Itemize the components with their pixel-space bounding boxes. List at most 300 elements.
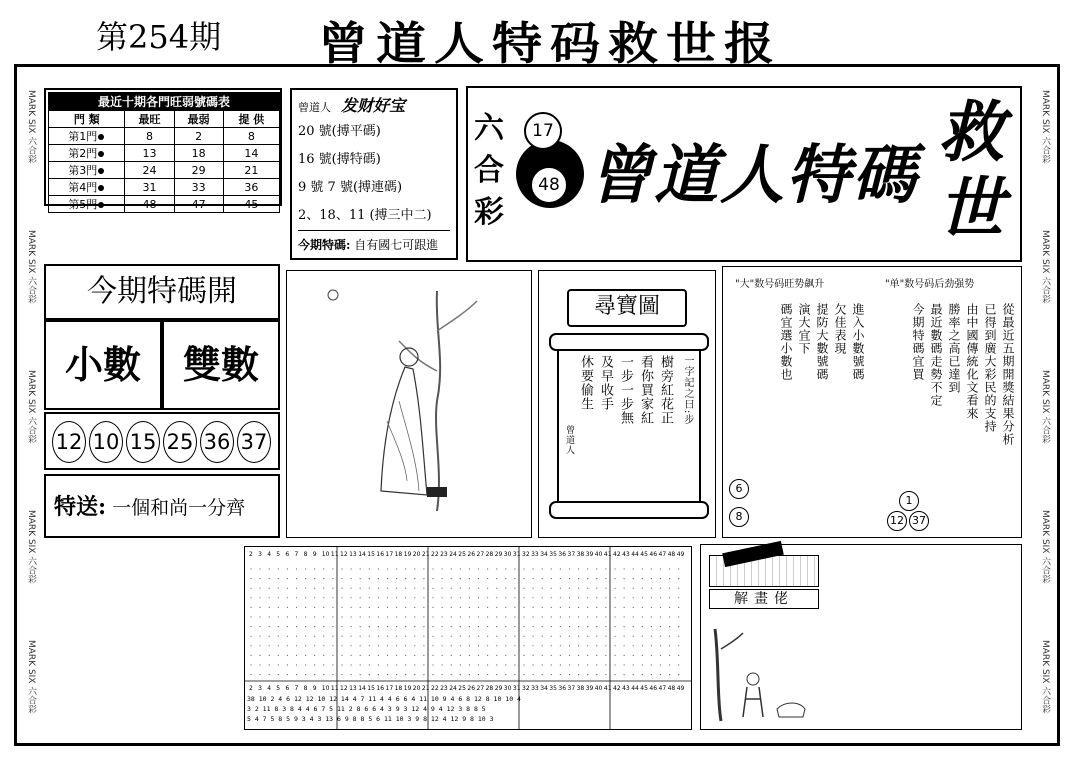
chart-grid-dot	[351, 607, 352, 608]
chart-grid-dot	[551, 616, 552, 617]
chart-grid-dot	[360, 664, 361, 665]
chart-number-bottom: 19	[403, 685, 412, 692]
chart-grid-dot	[396, 664, 397, 665]
commentary-box	[700, 544, 1022, 730]
chart-grid-dot	[542, 636, 543, 637]
chart-number-top: 36	[558, 551, 567, 558]
chart-grid-dot	[596, 616, 597, 617]
chart-number-bottom: 32	[522, 685, 530, 692]
chart-grid-dot	[332, 578, 333, 579]
chart-grid-dot	[396, 597, 397, 598]
table-row	[49, 162, 280, 179]
chart-grid-dot	[269, 626, 270, 627]
chart-grid-dot	[314, 664, 315, 665]
chart-number-bottom: 8	[303, 685, 308, 692]
chart-grid-dot	[669, 636, 670, 637]
chart-grid-dot	[332, 674, 333, 675]
chart-grid-dot	[305, 664, 306, 665]
number-ball: 15	[126, 421, 160, 463]
chart-grid-dot	[478, 597, 479, 598]
chart-grid-dot	[269, 674, 270, 675]
chart-number-bottom: 45	[640, 685, 648, 692]
chart-grid-dot	[414, 588, 415, 589]
chart-grid-dot	[351, 578, 352, 579]
chart-grid-dot	[596, 588, 597, 589]
chart-grid-dot	[351, 616, 352, 617]
chart-grid-dot	[660, 674, 661, 675]
number-ball: 12	[52, 421, 86, 463]
chart-grid-dot	[287, 607, 288, 608]
chart-grid-dot	[542, 626, 543, 627]
chart-grid-dot	[487, 568, 488, 569]
chart-number-bottom: 3	[258, 685, 262, 692]
chart-number-bottom: 34	[540, 685, 548, 692]
chart-grid-dot	[323, 607, 324, 608]
chart-grid-dot	[278, 645, 279, 646]
chart-number-top: 38	[576, 551, 585, 558]
article-col: 欠佳表現	[833, 303, 847, 355]
chart-grid-dot	[587, 568, 588, 569]
chart-grid-dot	[651, 578, 652, 579]
side-label: MARK SIX 六合彩	[26, 90, 36, 164]
chart-grid-dot	[624, 636, 625, 637]
chart-grid-dot	[660, 568, 661, 569]
chart-number-top: 45	[640, 551, 648, 558]
provide-cell: 8	[223, 128, 279, 145]
chart-grid-dot	[378, 674, 379, 675]
banner-title: 曾道人特碼	[588, 138, 918, 213]
chart-grid-dot	[323, 616, 324, 617]
chart-grid-dot	[351, 655, 352, 656]
chart-grid-dot	[523, 626, 524, 627]
chart-number-top: 35	[549, 551, 557, 558]
chart-grid-dot	[369, 607, 370, 608]
article-ball: 12	[887, 511, 907, 531]
masthead-title: 曾道人特码救世报	[318, 16, 782, 70]
chart-grid-dot	[587, 636, 588, 637]
chart-number-top: 28	[485, 551, 494, 558]
chart-grid-dot	[332, 607, 333, 608]
chart-grid-dot	[305, 578, 306, 579]
chart-grid-dot	[660, 597, 661, 598]
chart-grid-dot	[578, 588, 579, 589]
chart-number-bottom: 28	[485, 685, 494, 692]
chart-grid-dot	[514, 645, 515, 646]
chart-grid-dot	[569, 597, 570, 598]
chart-grid-dot	[614, 588, 615, 589]
weak-cell: 33	[174, 179, 223, 196]
chart-grid-dot	[551, 636, 552, 637]
chart-grid-dot	[460, 626, 461, 627]
chart-number-top: 22	[431, 551, 439, 558]
chart-grid-dot	[624, 616, 625, 617]
door-label: 第3門	[68, 164, 98, 177]
chart-grid-dot	[523, 578, 524, 579]
chart-grid-dot	[614, 626, 615, 627]
chart-number-top: 8	[303, 551, 308, 558]
chart-grid-dot	[514, 674, 515, 675]
chart-grid-dot	[341, 568, 342, 569]
poem-col: 休要偷生	[578, 355, 593, 411]
tips-slogan: 发财好宝	[341, 96, 406, 115]
chart-grid-dot	[551, 597, 552, 598]
chart-grid-dot	[378, 607, 379, 608]
chart-grid-dot	[405, 664, 406, 665]
chart-grid-dot	[669, 626, 670, 627]
chart-grid-dot	[341, 664, 342, 665]
chart-grid-dot	[369, 674, 370, 675]
chart-number-top: 46	[649, 551, 658, 558]
chart-number-top: 18	[394, 551, 403, 558]
chart-grid-dot	[396, 578, 397, 579]
chart-number-bottom: 44	[631, 685, 639, 692]
chart-grid-dot	[314, 674, 315, 675]
chart-grid-dot	[496, 607, 497, 608]
chart-grid-dot	[633, 607, 634, 608]
chart-grid-dot	[642, 578, 643, 579]
chart-grid-dot	[560, 664, 561, 665]
chart-grid-dot	[323, 636, 324, 637]
special-label: 今期特碼:	[298, 238, 351, 252]
chart-grid-dot	[633, 674, 634, 675]
chart-grid-dot	[651, 588, 652, 589]
chart-grid-dot	[614, 597, 615, 598]
chart-grid-dot	[660, 626, 661, 627]
chart-grid-dot	[633, 597, 634, 598]
chart-grid-dot	[587, 645, 588, 646]
chart-grid-dot	[542, 655, 543, 656]
chart-grid-dot	[624, 626, 625, 627]
chart-grid-dot	[669, 674, 670, 675]
article-col: 演大宜下	[797, 303, 811, 355]
chart-grid-dot	[296, 588, 297, 589]
chart-grid-dot	[432, 636, 433, 637]
chart-grid-dot	[323, 588, 324, 589]
open-title: 今期特碼開	[44, 264, 280, 320]
chart-grid-dot	[523, 674, 524, 675]
chart-number-bottom: 24	[449, 685, 457, 692]
tip-line: 9 號 7 號(搏連碼)	[298, 180, 403, 195]
chart-grid-dot	[360, 597, 361, 598]
chart-grid-dot	[305, 626, 306, 627]
chart-grid-dot	[351, 664, 352, 665]
chart-grid-dot	[287, 636, 288, 637]
chart-grid-dot	[360, 568, 361, 569]
chart-grid-dot	[396, 568, 397, 569]
chart-grid-dot	[633, 568, 634, 569]
chart-grid-dot	[378, 597, 379, 598]
chart-grid-dot	[496, 578, 497, 579]
chart-number-bottom: 36	[558, 685, 567, 692]
chart-grid-dot	[578, 664, 579, 665]
chart-grid-dot	[360, 636, 361, 637]
chart-number-top: 40	[594, 551, 603, 558]
chart-grid-dot	[614, 645, 615, 646]
chart-grid-dot	[569, 664, 570, 665]
chart-grid-dot	[523, 636, 524, 637]
chart-grid-dot	[478, 664, 479, 665]
chart-grid-dot	[587, 616, 588, 617]
chart-grid-dot	[387, 674, 388, 675]
chart-grid-dot	[533, 626, 534, 627]
chart-grid-dot	[250, 645, 251, 646]
chart-grid-dot	[378, 588, 379, 589]
chart-grid-dot	[332, 645, 333, 646]
rank-table-box	[44, 88, 282, 211]
chart-grid-dot	[305, 568, 306, 569]
chart-grid-dot	[460, 655, 461, 656]
chart-grid-dot	[296, 616, 297, 617]
chart-grid-dot	[250, 636, 251, 637]
article-box	[722, 266, 1022, 538]
issue-number: 第254期	[96, 18, 222, 56]
chart-grid-dot	[405, 578, 406, 579]
strong-cell: 24	[125, 162, 174, 179]
chart-grid-dot	[533, 636, 534, 637]
chart-grid-dot	[487, 645, 488, 646]
chart-grid-dot	[505, 636, 506, 637]
chart-grid-dot	[633, 645, 634, 646]
chart-grid-dot	[560, 578, 561, 579]
chart-grid-dot	[523, 645, 524, 646]
chart-grid-dot	[360, 578, 361, 579]
side-label: MARK SIX 六合彩	[26, 640, 36, 714]
chart-grid-dot	[351, 636, 352, 637]
chart-number-top: 37	[567, 551, 576, 558]
chart-grid-dot	[651, 655, 652, 656]
provide-cell: 36	[223, 179, 279, 196]
chart-grid-dot	[633, 616, 634, 617]
chart-grid-dot	[578, 578, 579, 579]
chart-number-bottom: 39	[585, 685, 594, 692]
chart-grid-dot	[269, 588, 270, 589]
chart-number-top: 42	[613, 551, 621, 558]
chart-grid-dot	[260, 664, 261, 665]
chart-grid-dot	[341, 578, 342, 579]
chart-grid-dot	[469, 597, 470, 598]
chart-grid-dot	[405, 568, 406, 569]
chart-grid-dot	[341, 645, 342, 646]
article-col: 提防大數號碼	[815, 303, 829, 381]
chart-grid-dot	[405, 616, 406, 617]
chart-grid-dot	[442, 616, 443, 617]
chart-grid-dot	[405, 597, 406, 598]
chart-grid-dot	[487, 655, 488, 656]
chart-grid-dot	[287, 597, 288, 598]
chart-grid-dot	[396, 655, 397, 656]
chart-grid-dot	[523, 616, 524, 617]
chart-grid-dot	[523, 655, 524, 656]
chart-grid-dot	[378, 626, 379, 627]
chart-grid-dot	[314, 578, 315, 579]
chart-grid-dot	[460, 616, 461, 617]
chart-grid-dot	[523, 607, 524, 608]
chart-grid-dot	[442, 626, 443, 627]
chart-grid-dot	[542, 578, 543, 579]
chart-number-top: 6	[285, 551, 290, 558]
article-ball: 8	[729, 507, 749, 527]
chart-grid-dot	[432, 568, 433, 569]
chart-grid-dot	[269, 568, 270, 569]
chart-grid-dot	[605, 616, 606, 617]
chart-grid-dot	[369, 626, 370, 627]
chart-grid-dot	[305, 616, 306, 617]
chart-grid-dot	[269, 636, 270, 637]
chart-grid-dot	[442, 568, 443, 569]
chart-number-top: 13	[349, 551, 357, 558]
chart-number-bottom: 47	[658, 685, 667, 692]
chart-number-bottom: 9	[312, 685, 317, 692]
chart-grid-dot	[624, 655, 625, 656]
chart-grid-dot	[642, 616, 643, 617]
chart-grid-dot	[660, 616, 661, 617]
chart-grid-dot	[405, 645, 406, 646]
chart-grid-dot	[341, 597, 342, 598]
chart-grid-dot	[387, 588, 388, 589]
chart-number-bottom: 35	[549, 685, 557, 692]
strong-cell: 31	[125, 179, 174, 196]
chart-grid-dot	[496, 655, 497, 656]
chart-grid-dot	[542, 616, 543, 617]
chart-grid-dot	[469, 626, 470, 627]
chart-grid-dot	[569, 588, 570, 589]
chart-grid-dot	[460, 597, 461, 598]
chart-grid-dot	[250, 674, 251, 675]
chart-grid-dot	[387, 636, 388, 637]
chart-grid-dot	[378, 616, 379, 617]
chart-grid-dot	[651, 626, 652, 627]
chart-grid-dot	[496, 636, 497, 637]
chart-grid-dot	[478, 578, 479, 579]
chart-grid-dot	[605, 655, 606, 656]
chart-grid-dot	[360, 607, 361, 608]
chart-grid-dot	[369, 597, 370, 598]
chart-grid-dot	[578, 636, 579, 637]
chart-grid-dot	[423, 588, 424, 589]
chart-grid-dot	[651, 568, 652, 569]
weak-cell: 47	[174, 196, 223, 213]
chart-number-top: 25	[458, 551, 466, 558]
chart-number-top: 43	[622, 551, 630, 558]
dot-icon	[98, 134, 104, 140]
chart-grid-dot	[523, 568, 524, 569]
chart-number-top: 3	[258, 551, 262, 558]
chart-grid-dot	[569, 616, 570, 617]
open-left: 小數	[44, 320, 162, 410]
chart-grid-dot	[587, 578, 588, 579]
chart-grid-dot	[605, 645, 606, 646]
chart-grid-dot	[369, 655, 370, 656]
chart-grid-dot	[624, 578, 625, 579]
chart-grid-dot	[269, 578, 270, 579]
chart-grid-dot	[560, 655, 561, 656]
chart-grid-dot	[387, 664, 388, 665]
article-col: 由中國傳統化文看來	[965, 303, 979, 420]
chart-grid-dot	[305, 636, 306, 637]
door-label: 第5門	[68, 198, 98, 211]
chart-grid-dot	[332, 568, 333, 569]
chart-grid-dot	[250, 597, 251, 598]
chart-number-top: 34	[540, 551, 548, 558]
chart-number-bottom: 48	[667, 685, 676, 692]
chart-grid-dot	[469, 655, 470, 656]
door-label: 第2門	[68, 147, 98, 160]
guanyin-illustration	[286, 270, 532, 538]
chart-grid-dot	[605, 568, 606, 569]
chart-grid-dot	[560, 645, 561, 646]
chart-grid-dot	[314, 655, 315, 656]
chart-grid-dot	[533, 664, 534, 665]
chart-grid-dot	[614, 664, 615, 665]
chart-grid-dot	[578, 607, 579, 608]
tip-line: 16 號(搏特碼)	[298, 152, 381, 167]
table-row	[49, 179, 280, 196]
chart-grid-dot	[478, 626, 479, 627]
chart-number-top: 20	[412, 551, 421, 558]
chart-row: 3 2 11 8 3 8 4 4 6 7 5 11 2 8 6 6 4 3 9 3 12 4 9 4 12 3 8 8 5	[247, 705, 486, 713]
chart-grid-dot	[432, 626, 433, 627]
chart-grid-dot	[633, 588, 634, 589]
dot-icon	[98, 185, 104, 191]
chart-number-top: 49	[676, 551, 685, 558]
chart-grid-dot	[351, 626, 352, 627]
chart-grid-dot	[551, 626, 552, 627]
chart-grid-dot	[651, 597, 652, 598]
article-col: 今期特碼宜買	[911, 303, 925, 381]
chart-grid-dot	[442, 655, 443, 656]
chart-number-bottom: 25	[458, 685, 466, 692]
chart-grid-dot	[596, 674, 597, 675]
weak-cell: 29	[174, 162, 223, 179]
chart-grid-dot	[614, 607, 615, 608]
chart-grid-dot	[423, 655, 424, 656]
chart-grid-dot	[323, 655, 324, 656]
chart-grid-dot	[369, 664, 370, 665]
chart-grid-dot	[560, 636, 561, 637]
chart-grid-dot	[551, 607, 552, 608]
strong-cell: 8	[125, 128, 174, 145]
chart-number-top: 33	[531, 551, 539, 558]
chart-grid-dot	[533, 588, 534, 589]
chart-grid-dot	[405, 588, 406, 589]
chart-grid-dot	[269, 645, 270, 646]
chart-grid-dot	[633, 578, 634, 579]
chart-grid-dot	[487, 616, 488, 617]
chart-grid-dot	[460, 568, 461, 569]
chart-grid-dot	[642, 626, 643, 627]
chart-grid-dot	[360, 588, 361, 589]
chart-grid-dot	[469, 664, 470, 665]
chart-grid-dot	[578, 655, 579, 656]
chart-number-top: 7	[294, 551, 299, 558]
chart-grid-dot	[423, 664, 424, 665]
article-col: 最近數碼走勢不定	[929, 303, 943, 407]
chart-grid-dot	[642, 645, 643, 646]
chart-grid-dot	[451, 645, 452, 646]
chart-grid-dot	[633, 655, 634, 656]
chart-grid-dot	[596, 626, 597, 627]
chart-grid-dot	[523, 597, 524, 598]
chart-grid-dot	[341, 588, 342, 589]
chart-grid-dot	[514, 636, 515, 637]
chart-grid-dot	[405, 607, 406, 608]
chart-number-bottom: 42	[613, 685, 621, 692]
chart-grid-dot	[396, 626, 397, 627]
chart-grid-dot	[560, 607, 561, 608]
chart-grid-dot	[369, 578, 370, 579]
chart-grid-dot	[587, 597, 588, 598]
chart-number-top: 30	[503, 551, 512, 558]
